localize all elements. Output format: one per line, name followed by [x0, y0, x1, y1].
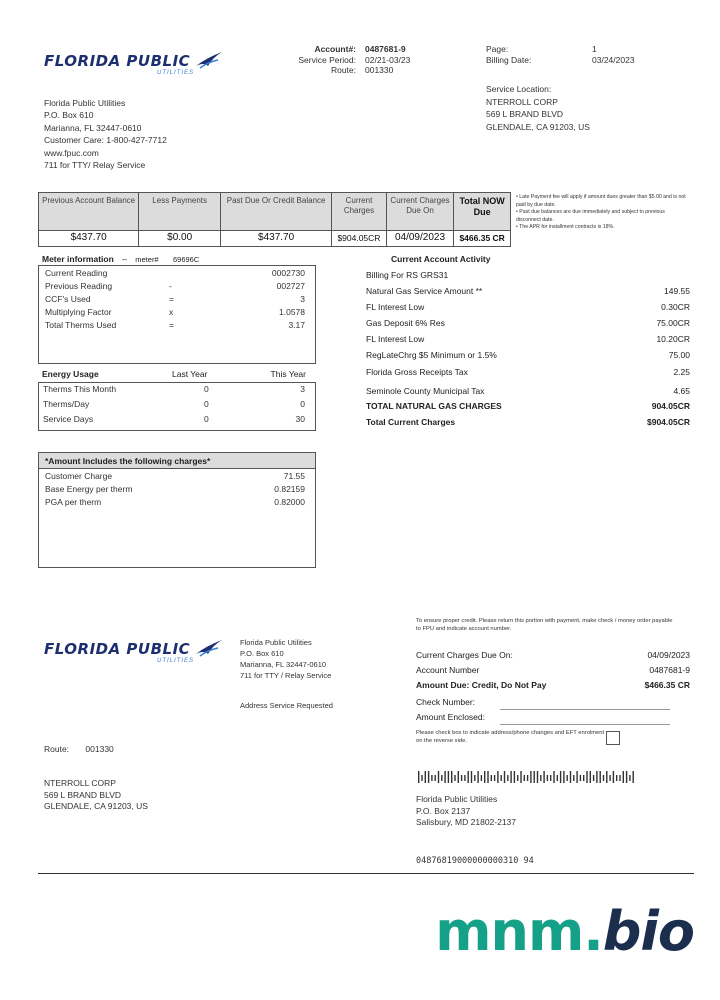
activity-row: Florida Gross Receipts Tax 2.25 [366, 367, 690, 377]
usage-row: Therms This Month 0 3 [43, 384, 305, 394]
summary-header-total: Total NOW Due [454, 193, 511, 231]
usage-row: Therms/Day 0 0 [43, 399, 305, 409]
meter-row: Multiplying Factor x 1.0578 [45, 307, 305, 317]
activity-title: Current Account Activity [391, 254, 491, 264]
summary-value: $437.70 [221, 231, 332, 247]
activity-row: Gas Deposit 6% Res 75.00CR [366, 318, 690, 328]
stub-details [416, 650, 690, 727]
logo-subtext: UTILITIES [156, 70, 194, 76]
meter-info-title: Meter information – meter# 69696C [42, 254, 200, 264]
bird-icon [194, 48, 224, 70]
remit-instructions: To ensure proper credit. Please return this portion with payment, make check / money order payable to FPU and indicate account number. [416, 618, 673, 632]
activity-row: Billing For RS GRS31 [366, 270, 449, 280]
meter-row: Current Reading 0002730 [45, 268, 305, 278]
included-charge-row: PGA per therm 0.82000 [45, 497, 305, 507]
stub-company-address: Florida Public Utilities P.O. Box 610 Marianna, FL 32447-0610 711 for TTY / Relay Service [240, 638, 332, 680]
bird-icon [194, 636, 224, 658]
account-number-label: Account Number [416, 665, 480, 675]
website-link[interactable]: www.fpuc.com [44, 147, 99, 158]
check-number-field[interactable] [500, 709, 670, 710]
summary-value: 04/09/2023 [386, 231, 454, 247]
activity-total-row: TOTAL NATURAL GAS CHARGES 904.05CR [366, 401, 690, 411]
summary-value: $0.00 [139, 231, 221, 247]
due-date-value: 04/09/2023 [647, 650, 690, 660]
service-period-label: Service Period: [298, 54, 356, 65]
included-charge-row: Base Energy per therm 0.82159 [45, 484, 305, 494]
summary-value: $437.70 [39, 231, 139, 247]
late-payment-notes: • Late Payment fee will apply if amount dues greater than $5.00 and is not paid by due date. • Past due balances are due immediately and subject to previous disconnect date. • The APR for installment contracts is 18%. [516, 194, 686, 231]
activity-list [366, 270, 690, 440]
account-number-value: 0487681-9 [649, 665, 690, 675]
company-address: Florida Public Utilities P.O. Box 610 Marianna, FL 32447-0610 Customer Care: 1-800-427-7712 www.fpuc.com 711 for TTY/ Relay Service [44, 98, 167, 171]
stub-customer-address: NTERROLL CORP 569 L BRAND BLVD GLENDALE, CA 91203, US [44, 778, 148, 811]
address-service-requested: Address Service Requested [240, 701, 333, 710]
meter-row: Total Therms Used = 3.17 [45, 320, 305, 330]
summary-header: Previous Account Balance [39, 193, 139, 231]
energy-usage-table [38, 369, 316, 431]
page-value: 1 [592, 44, 597, 54]
activity-row: FL Interest Low 10.20CR [366, 334, 690, 344]
energy-usage-header: Energy Usage Last Year This Year [42, 369, 306, 379]
postal-barcode [418, 770, 638, 784]
logo-subtext: UTILITIES [156, 658, 194, 664]
amount-enclosed-field[interactable] [500, 724, 670, 725]
mnm-bio-watermark: mnm.bio [435, 900, 694, 963]
activity-row: Natural Gas Service Amount ** 149.55 [366, 286, 690, 296]
summary-value: $904.05CR [332, 231, 387, 247]
company-logo [44, 48, 224, 78]
stub-route: Route: 001330 [44, 744, 114, 754]
amount-enclosed-label: Amount Enclosed: [416, 712, 485, 722]
service-location: Service Location: NTERROLL CORP 569 L BRAND BLVD GLENDALE, CA 91203, US [486, 84, 590, 132]
ocr-scanline: 04876819000000000310 94 [416, 856, 534, 866]
meter-number: 69696C [172, 255, 200, 264]
meter-info-box [38, 265, 316, 364]
meter-row: Previous Reading - 002727 [45, 281, 305, 291]
summary-header: Current Charges [332, 193, 387, 231]
address-change-note: Please check box to indicate address/phone changes and EFT enrolment on the reverse side. [416, 730, 605, 744]
route-label: Route: [330, 65, 356, 76]
included-charges-box [38, 452, 316, 568]
billing-date-label: Billing Date: [486, 54, 532, 65]
included-charges-title: *Amount Includes the following charges* [39, 453, 315, 469]
summary-header: Less Payments [139, 193, 221, 231]
activity-row: RegLateChrg $5 Minimum or 1.5% 75.00 [366, 350, 690, 360]
usage-row: Service Days 0 30 [43, 414, 305, 424]
activity-row: Seminole County Municipal Tax 4.65 [366, 386, 690, 396]
stub-logo [44, 636, 224, 666]
amount-due-label: Amount Due: Credit, Do Not Pay [416, 680, 547, 690]
logo-text: FLORIDA PUBLIC [44, 52, 191, 70]
activity-total-row: Total Current Charges $904.05CR [366, 417, 690, 427]
page-label: Page: [486, 44, 509, 54]
address-change-checkbox[interactable] [606, 731, 620, 745]
summary-header: Past Due Or Credit Balance [221, 193, 332, 231]
meter-row: CCF's Used = 3 [45, 294, 305, 304]
summary-header: Current Charges Due On [386, 193, 454, 231]
summary-value-total: $466.35 CR [454, 231, 511, 247]
remit-address: Florida Public Utilities P.O. Box 2137 Salisbury, MD 21802-2137 [416, 794, 517, 827]
service-period-value: 02/21-03/23 [365, 54, 411, 65]
billing-date-value: 03/24/2023 [592, 54, 635, 65]
bottom-rule [38, 873, 694, 874]
amount-due-value: $466.35 CR [644, 680, 690, 690]
logo-text: FLORIDA PUBLIC [44, 640, 191, 658]
account-label: Account#: [314, 44, 356, 54]
route-value: 001330 [365, 65, 394, 76]
summary-table [38, 192, 511, 247]
due-date-label: Current Charges Due On: [416, 650, 513, 660]
activity-row: FL Interest Low 0.30CR [366, 302, 690, 312]
included-charge-row: Customer Charge 71.55 [45, 471, 305, 481]
account-value: 0487681-9 [365, 44, 406, 54]
check-number-label: Check Number: [416, 697, 476, 707]
